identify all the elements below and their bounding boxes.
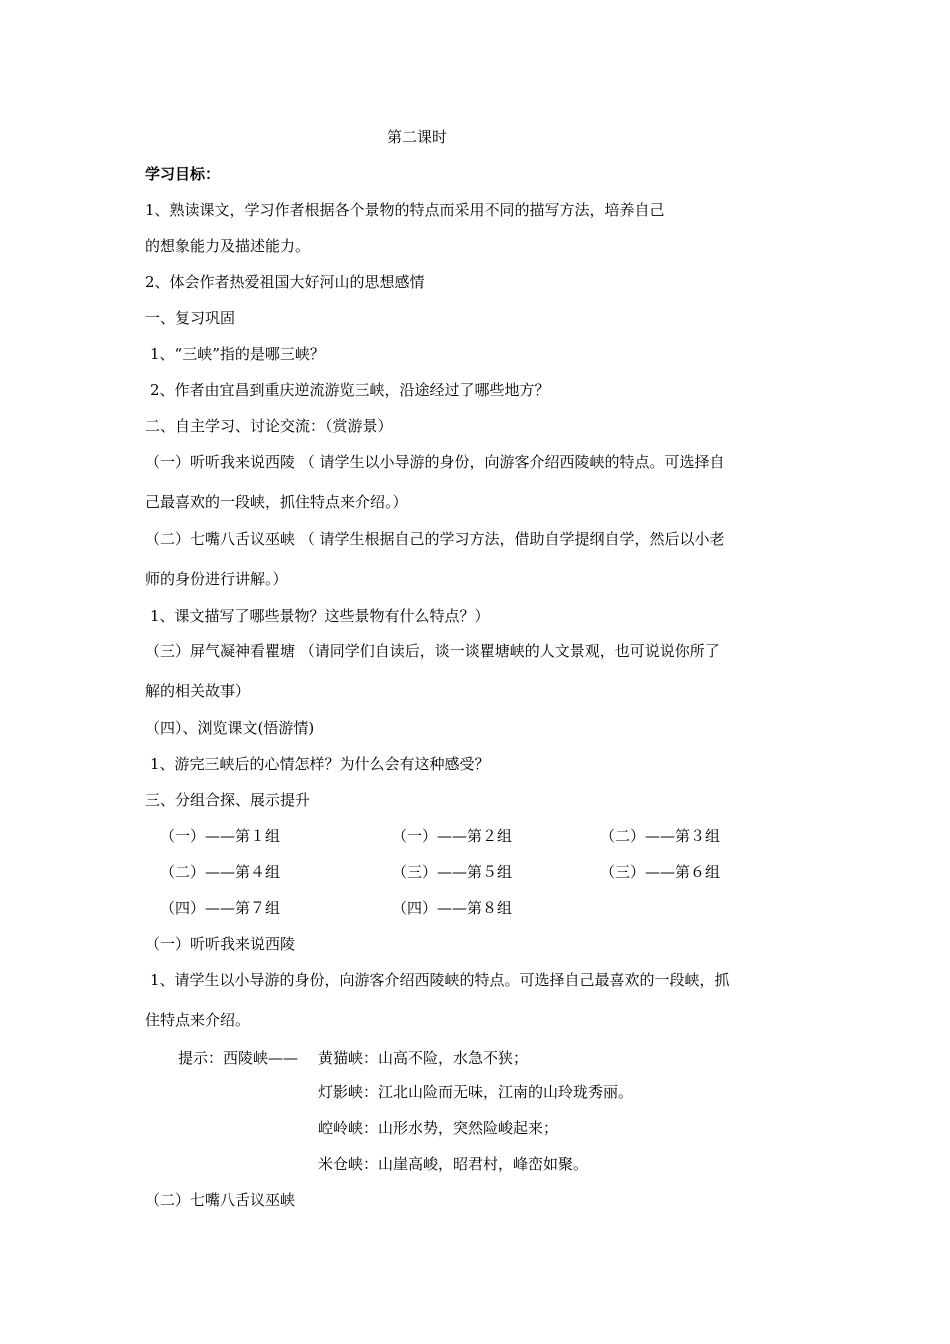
part3-line-1: （三）屏气凝神看瞿塘 （请同学们自读后，谈一谈瞿塘峡的人文景观，也可说说你所了 bbox=[145, 642, 720, 660]
hint-item: 米仓峡：山崖高峻，昭君村，峰峦如聚。 bbox=[318, 1155, 589, 1173]
objectives-heading: 学习目标： bbox=[145, 165, 221, 183]
part2-line-2: 师的身份进行讲解。） bbox=[145, 570, 288, 588]
part2-question-1: 1、课文描写了哪些景物？这些景物有什么特点？） bbox=[150, 607, 490, 625]
part2-line-1: （二）七嘴八舌议巫峡 （ 请学生根据自己的学习方法，借助自学提纲自学，然后以小老 bbox=[145, 530, 725, 548]
part1-line-2: 己最喜欢的一段峡，抓住特点来介绍。） bbox=[145, 493, 408, 511]
group-cell: （四）——第７组 bbox=[160, 899, 281, 917]
group-heading: 三、分组合探、展示提升 bbox=[145, 791, 311, 809]
review-question-2: 2、作者由宜昌到重庆逆流游览三峡，沿途经过了哪些地方？ bbox=[150, 381, 550, 399]
group-cell: （四）——第８组 bbox=[392, 899, 513, 917]
objective-2: 2、体会作者热爱祖国大好河山的思想感情 bbox=[145, 273, 425, 291]
group-cell: （三）——第６组 bbox=[600, 863, 721, 881]
part4-heading: （四）、浏览课文(悟游情) bbox=[145, 719, 315, 737]
wuxia-heading: （二）七嘴八舌议巫峡 bbox=[145, 1191, 296, 1209]
xiling-heading: （一）听听我来说西陵 bbox=[145, 935, 296, 953]
part4-question-1: 1、游完三峡后的心情怎样？为什么会有这种感受？ bbox=[150, 755, 490, 773]
review-heading: 一、复习巩固 bbox=[145, 309, 236, 327]
review-question-1: 1、“三峡”指的是哪三峡？ bbox=[150, 345, 325, 363]
objective-1-line-1: 1、熟读课文，学习作者根据各个景物的特点而采用不同的描写方法，培养自己 bbox=[145, 201, 665, 219]
xiling-question-line-2: 住特点来介绍。 bbox=[145, 1011, 251, 1029]
group-cell: （一）——第１组 bbox=[160, 827, 281, 845]
part1-line-1: （一）听听我来说西陵 （ 请学生以小导游的身份，向游客介绍西陵峡的特点。可选择自 bbox=[145, 453, 725, 471]
hint-item: 黄猫峡：山高不险，水急不狭； bbox=[318, 1049, 529, 1067]
group-cell: （二）——第４组 bbox=[160, 863, 281, 881]
page-title: 第二课时 bbox=[387, 128, 448, 146]
part3-line-2: 解的相关故事） bbox=[145, 682, 251, 700]
self-study-heading: 二、自主学习、讨论交流：（赏游景） bbox=[145, 417, 393, 435]
xiling-question-line-1: 1、请学生以小导游的身份，向游客介绍西陵峡的特点。可选择自己最喜欢的一段峡，抓 bbox=[150, 971, 730, 989]
group-cell: （一）——第２组 bbox=[392, 827, 513, 845]
group-cell: （二）——第３组 bbox=[600, 827, 721, 845]
group-cell: （三）——第５组 bbox=[392, 863, 513, 881]
hint-label: 提示：西陵峡—— bbox=[178, 1049, 299, 1067]
hint-item: 灯影峡：江北山险而无味，江南的山玲珑秀丽。 bbox=[318, 1083, 634, 1101]
hint-item: 崆岭峡：山形水势，突然险峻起来； bbox=[318, 1119, 559, 1137]
objective-1-line-2: 的想象能力及描述能力。 bbox=[145, 237, 311, 255]
